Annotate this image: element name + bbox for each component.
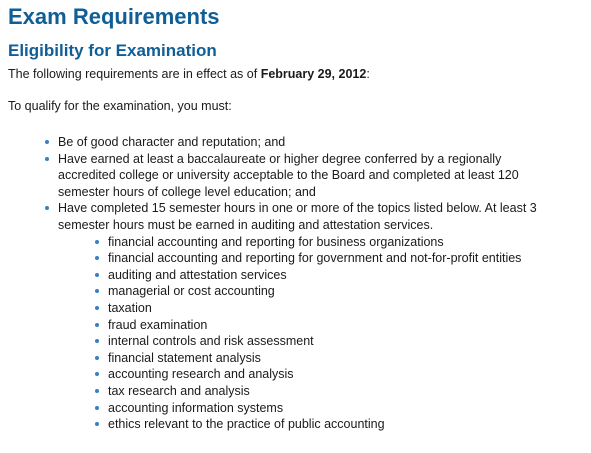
topic-text: accounting research and analysis [108,367,294,382]
topic-item [108,300,523,317]
topic-text: financial accounting and reporting for business organizations [108,234,444,249]
bullet-icon [45,140,49,144]
bullet-icon [45,157,49,161]
requirement-text: Have earned at least a baccalaureate or higher degree conferred by a regionally accredited college or university acceptable to the Board and completed at least 120 semester hours of college level education; and [58,151,519,199]
bullet-icon [45,206,49,210]
bullet-icon [95,422,99,426]
topic-item [108,234,523,251]
topic-text: tax research and analysis [108,383,250,398]
topic-item [108,250,523,267]
topic-item [108,283,523,300]
bullet-icon [95,240,99,244]
topic-item [108,383,523,400]
bullet-icon [95,389,99,393]
bullet-icon [95,406,99,410]
bullet-icon [95,289,99,293]
topic-item [108,350,523,367]
topic-item [108,416,523,433]
topic-text: accounting information systems [108,400,284,415]
topic-item [108,366,523,383]
topic-item [108,317,523,334]
requirement-item [58,151,553,201]
topic-text: financial statement analysis [108,350,261,365]
section-heading: Eligibility for Examination [8,41,217,60]
topic-text: financial accounting and reporting for government and not-for-profit entities [108,251,522,266]
requirement-item [58,134,553,151]
qualify-paragraph: To qualify for the examination, you must: [8,99,232,113]
intro-paragraph [8,66,583,83]
bullet-icon [95,323,99,327]
effective-date: February 29, 2012 [260,67,367,81]
topic-text: taxation [108,300,152,315]
requirement-text: Have completed 15 semester hours in one or more of the topics listed below. At least 3 semester hours must be earned in auditing and attestation services. [58,201,537,232]
bullet-icon [95,339,99,343]
bullet-icon [95,356,99,360]
bullet-icon [95,273,99,277]
requirement-item [58,200,553,432]
requirement-text: Be of good character and reputation; and [58,135,286,149]
topic-text: fraud examination [108,317,208,332]
topic-item [108,400,523,417]
topic-item [108,267,523,284]
topics-list [58,234,553,433]
bullet-icon [95,256,99,260]
intro-prefix: The following requirements are in effect as of [8,67,261,81]
bullet-icon [95,306,99,310]
topic-text: ethics relevant to the practice of public accounting [108,417,385,432]
requirements-list [8,134,583,433]
topic-item [108,333,523,350]
page-title: Exam Requirements [8,4,220,29]
topic-text: auditing and attestation services [108,267,287,282]
topic-text: internal controls and risk assessment [108,334,314,349]
bullet-icon [95,372,99,376]
intro-suffix: : [366,67,370,81]
topic-text: managerial or cost accounting [108,284,275,299]
